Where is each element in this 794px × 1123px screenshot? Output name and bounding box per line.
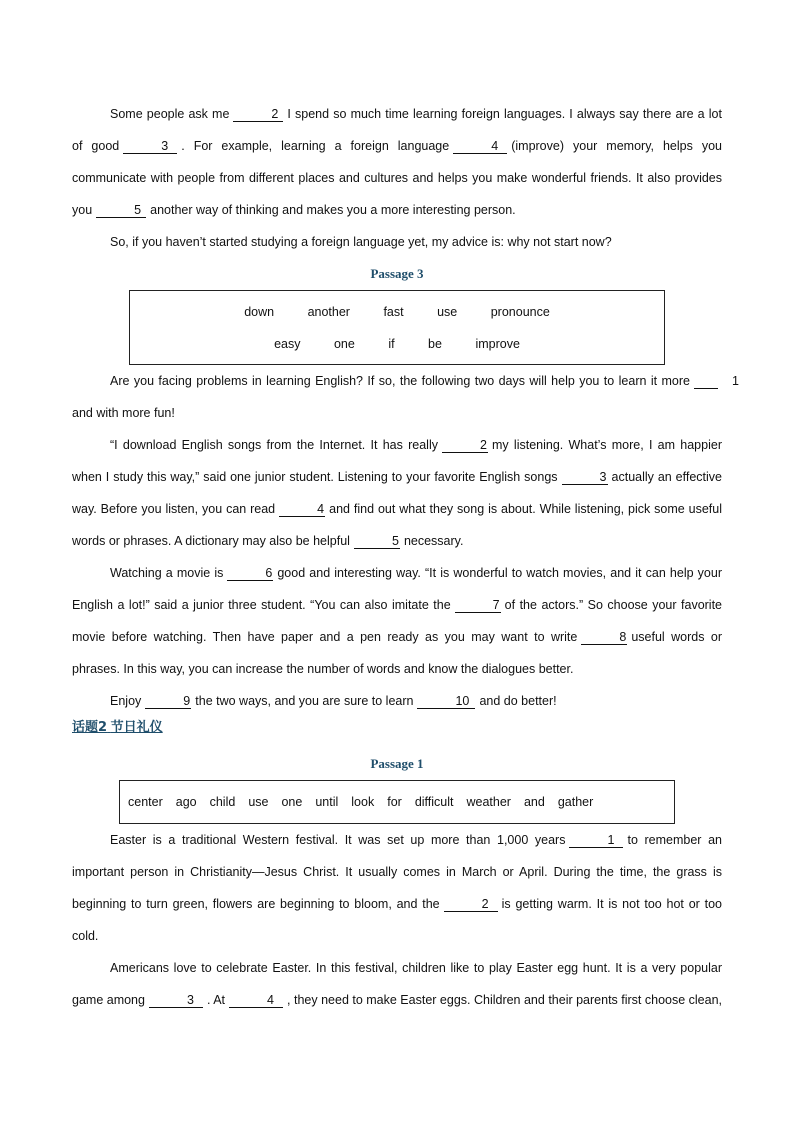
word-bank-item: gather xyxy=(557,795,594,809)
topic-title: 节日礼仪 xyxy=(110,720,163,735)
word-bank-item: use xyxy=(437,305,458,319)
blank-8[interactable]: 8 xyxy=(581,630,627,645)
blank-5[interactable]: 5 xyxy=(96,203,146,218)
topic-2-link[interactable] xyxy=(72,717,722,738)
passage-3-heading: Passage 3 xyxy=(370,266,424,281)
word-bank-item: use xyxy=(248,795,269,809)
word-box-row-1 xyxy=(130,305,664,319)
word-bank-item: look xyxy=(351,795,375,809)
word-bank-item: one xyxy=(333,337,355,351)
word-bank-item: another xyxy=(307,305,350,319)
blank-3[interactable]: 3 xyxy=(562,470,608,485)
passage-3-word-box xyxy=(129,290,665,365)
blank-4[interactable]: 4 xyxy=(453,139,507,154)
intro-paragraph-2: So, if you haven’t started studying a foreign language yet, my advice is: why not start now? xyxy=(110,235,612,249)
passage-1-paragraph-2: Americans love to celebrate Easter. In this festival, children like to play Easter egg hunt. It is a very popular game among 3 . At 4 , they need to make Easter eggs. Children and their parents first choose clean, xyxy=(72,961,723,1007)
word-bank-item: and xyxy=(523,795,545,809)
word-bank-item: if xyxy=(388,337,395,351)
word-bank-item: for xyxy=(387,795,402,809)
passage-3-paragraph-4: Enjoy 9 the two ways, and you are sure to learn 10 and do better! xyxy=(110,694,557,708)
blank-6[interactable]: 6 xyxy=(227,566,273,581)
word-bank-item: one xyxy=(281,795,303,809)
blank-7[interactable]: 7 xyxy=(455,598,501,613)
blank-4[interactable]: 4 xyxy=(229,993,283,1008)
blank-2[interactable]: 2 xyxy=(233,107,283,122)
blank-10[interactable]: 10 xyxy=(417,694,475,709)
word-bank-item: center xyxy=(128,795,163,809)
blank-9[interactable]: 9 xyxy=(145,694,191,709)
word-box-row-2 xyxy=(130,337,664,351)
word-bank-item: fast xyxy=(383,305,404,319)
word-bank-item: child xyxy=(209,795,236,809)
blank-5[interactable]: 5 xyxy=(354,534,400,549)
blank-2[interactable]: 2 xyxy=(442,438,488,453)
blank-2[interactable]: 2 xyxy=(444,897,498,912)
topic-label: 话题2 xyxy=(72,720,108,735)
word-bank-item: until xyxy=(315,795,339,809)
blank-1[interactable]: 1 xyxy=(569,833,623,848)
document-page xyxy=(72,98,739,1016)
word-bank-item: improve xyxy=(475,337,520,351)
passage-1-paragraph-1: Easter is a traditional Western festival. It was set up more than 1,000 years 1 to remember an important person in Christianity—Jesus Christ. It usually comes in March or April. During the time, the grass is beginning to turn green, flowers are beginning to bloom, and the 2 is getting warm. It is not too hot or too cold. xyxy=(72,833,722,943)
passage-1-word-box xyxy=(119,780,675,824)
word-bank-item: difficult xyxy=(414,795,454,809)
word-bank-item: easy xyxy=(274,337,301,351)
blank-1[interactable]: 1 xyxy=(694,374,718,389)
word-bank-item: weather xyxy=(466,795,511,809)
blank-4[interactable]: 4 xyxy=(279,502,325,517)
passage-3-paragraph-1: Are you facing problems in learning English? If so, the following two days will help you to learn it more 1and with more fun! xyxy=(72,374,739,420)
blank-3[interactable]: 3 xyxy=(123,139,177,154)
word-bank-item: ago xyxy=(175,795,197,809)
word-bank-item: pronounce xyxy=(490,305,550,319)
passage-1-heading: Passage 1 xyxy=(370,756,424,771)
blank-3[interactable]: 3 xyxy=(149,993,203,1008)
passage-3-paragraph-2: “I download English songs from the Internet. It has really 2 my listening. What’s more, I am happier when I study this way,” said one junior student. Listening to your favorite English songs 3 actually an effective way. Before you listen, you can read 4 and find out what they song is about. While listening, pick some useful words or phrases. A dictionary may also be helpful 5 necessary. xyxy=(72,438,722,548)
word-bank-item: down xyxy=(244,305,275,319)
intro-paragraph-1: Some people ask me 2 I spend so much time learning foreign languages. I always say there are a lot of good 3 . For example, learning a foreign language 4 (improve) your memory, helps you communicate with people from different places and cultures and helps you make wonderful friends. It also provides you 5 another way of thinking and makes you a more interesting person. xyxy=(72,107,723,217)
word-bank-item: be xyxy=(428,337,442,351)
passage-3-paragraph-3: Watching a movie is 6 good and interesting way. “It is wonderful to watch movies, and it can help your English a lot!” said a junior three student. “You can also imitate the 7 of the actors.” So choose your favorite movie before watching. Then have paper and a pen ready as you may want to write 8 useful words or phrases. In this way, you can increase the number of words and know the dialogues better. xyxy=(72,566,723,676)
